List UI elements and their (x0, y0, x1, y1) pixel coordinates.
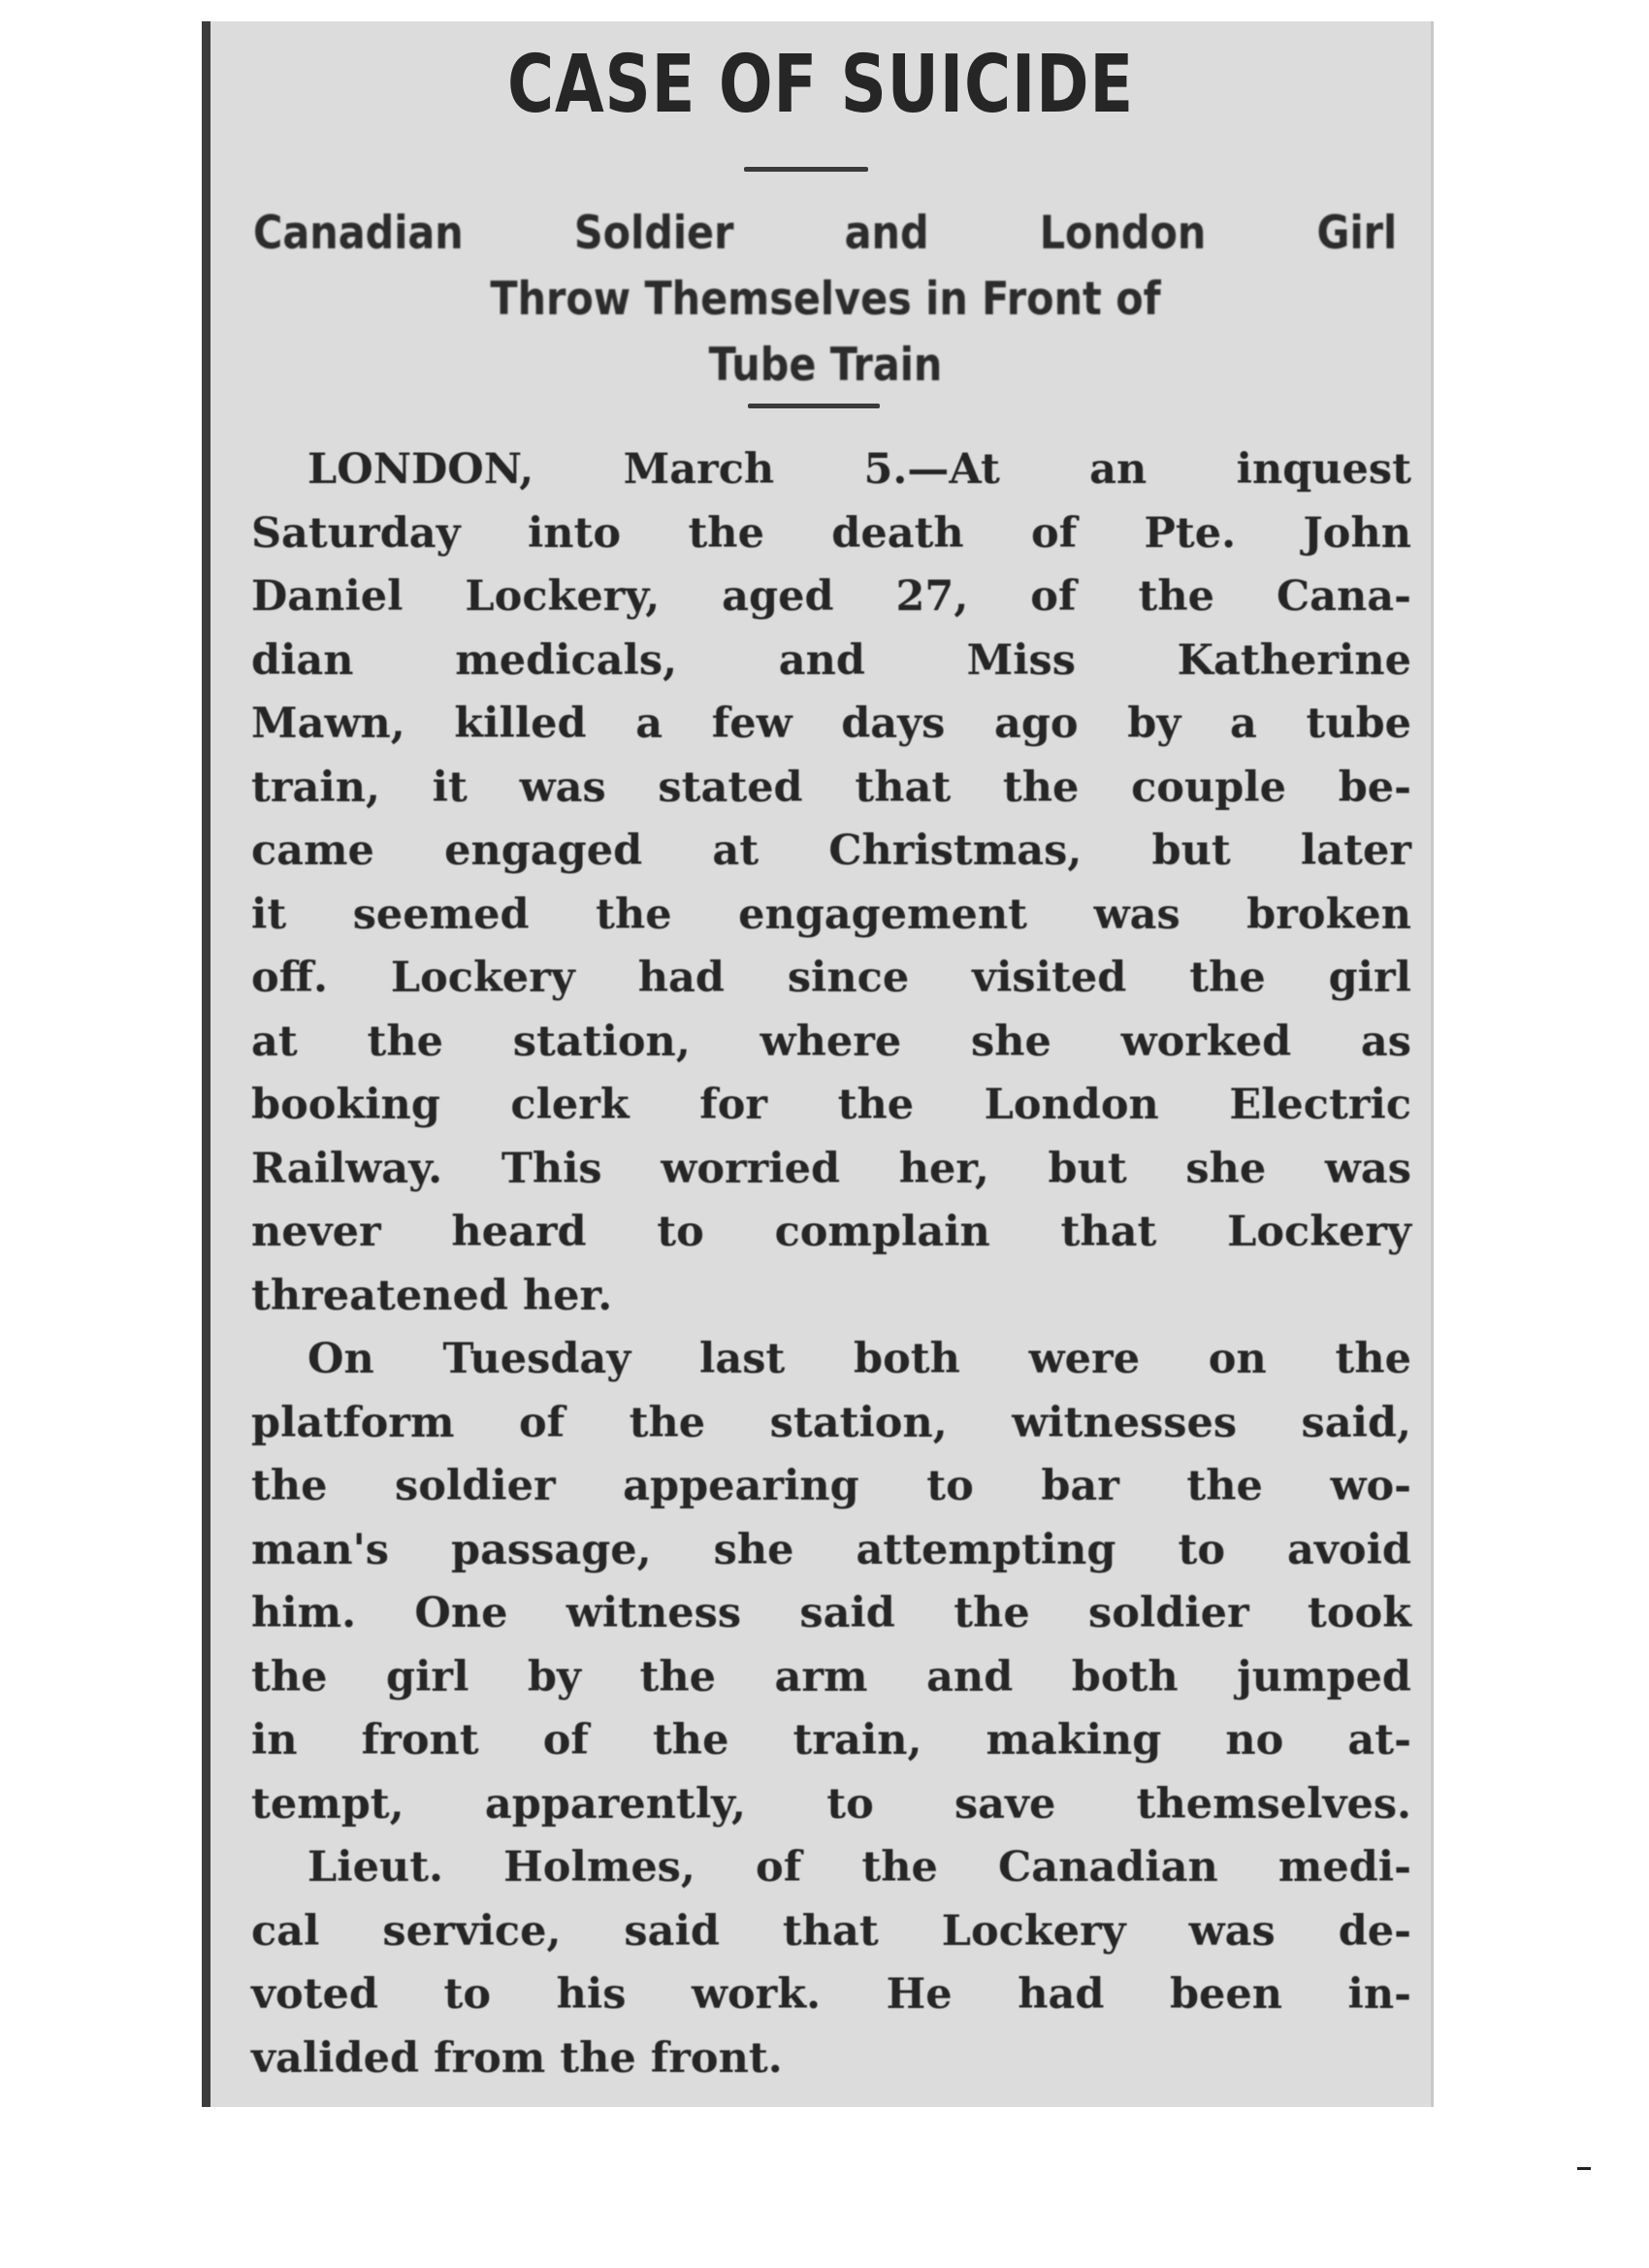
headline-divider (744, 167, 868, 172)
article-line: off. Lockery had since visited the girl (251, 954, 1411, 1002)
article-line: the girl by the arm and both jumped (251, 1652, 1411, 1701)
newspaper-clipping (202, 21, 1434, 2107)
article-line: Lieut. Holmes, of the Canadian medi- (307, 1843, 1411, 1892)
article-line: him. One witness said the soldier took (251, 1589, 1411, 1637)
subheadline-line: Canadian Soldier and London Girl (253, 207, 1398, 260)
headline: CASE OF SUICIDE (507, 39, 1134, 131)
subheadline-divider (748, 404, 880, 408)
article-line: voted to his work. He had been in- (251, 1970, 1411, 2019)
subheadline-line: Tube Train (708, 339, 943, 392)
article-line: Mawn, killed a few days ago by a tube (251, 699, 1411, 748)
subheadline-line: Throw Themselves in Front of (490, 273, 1161, 326)
article-line: the soldier appearing to bar the wo- (251, 1462, 1411, 1510)
article-line: at the station, where she worked as (251, 1017, 1411, 1066)
article-line: in front of the train, making no at- (251, 1716, 1411, 1765)
article-line: Railway. This worried her, but she was (251, 1144, 1411, 1193)
article-line: it seemed the engagement was broken (251, 890, 1411, 939)
article-line: came engaged at Christmas, but later (251, 826, 1411, 875)
article-line: On Tuesday last both were on the (307, 1335, 1411, 1383)
article-line: cal service, said that Lockery was de- (251, 1906, 1411, 1956)
article-line: booking clerk for the London Electric (251, 1081, 1411, 1129)
article-line: platform of the station, witnesses said, (251, 1398, 1411, 1447)
article-line: Daniel Lockery, aged 27, of the Cana- (251, 572, 1411, 621)
scan-mark (1577, 2167, 1591, 2170)
subheadline (253, 201, 1398, 399)
article-line: dian medicals, and Miss Katherine (251, 635, 1411, 685)
article-line: Saturday into the death of Pte. John (251, 508, 1411, 558)
article-line: tempt, apparently, to save themselves. (251, 1779, 1411, 1829)
article-line: never heard to complain that Lockery (251, 1208, 1411, 1256)
article-body (251, 438, 1411, 2090)
article-line: train, it was stated that the couple be- (251, 762, 1411, 812)
article-line: LONDON, March 5.—At an inquest (307, 445, 1411, 494)
article-line: valided from the front. (251, 2033, 783, 2083)
article-line: threatened her. (251, 1271, 613, 1320)
article-line: man's passage, she attempting to avoid (251, 1525, 1411, 1574)
